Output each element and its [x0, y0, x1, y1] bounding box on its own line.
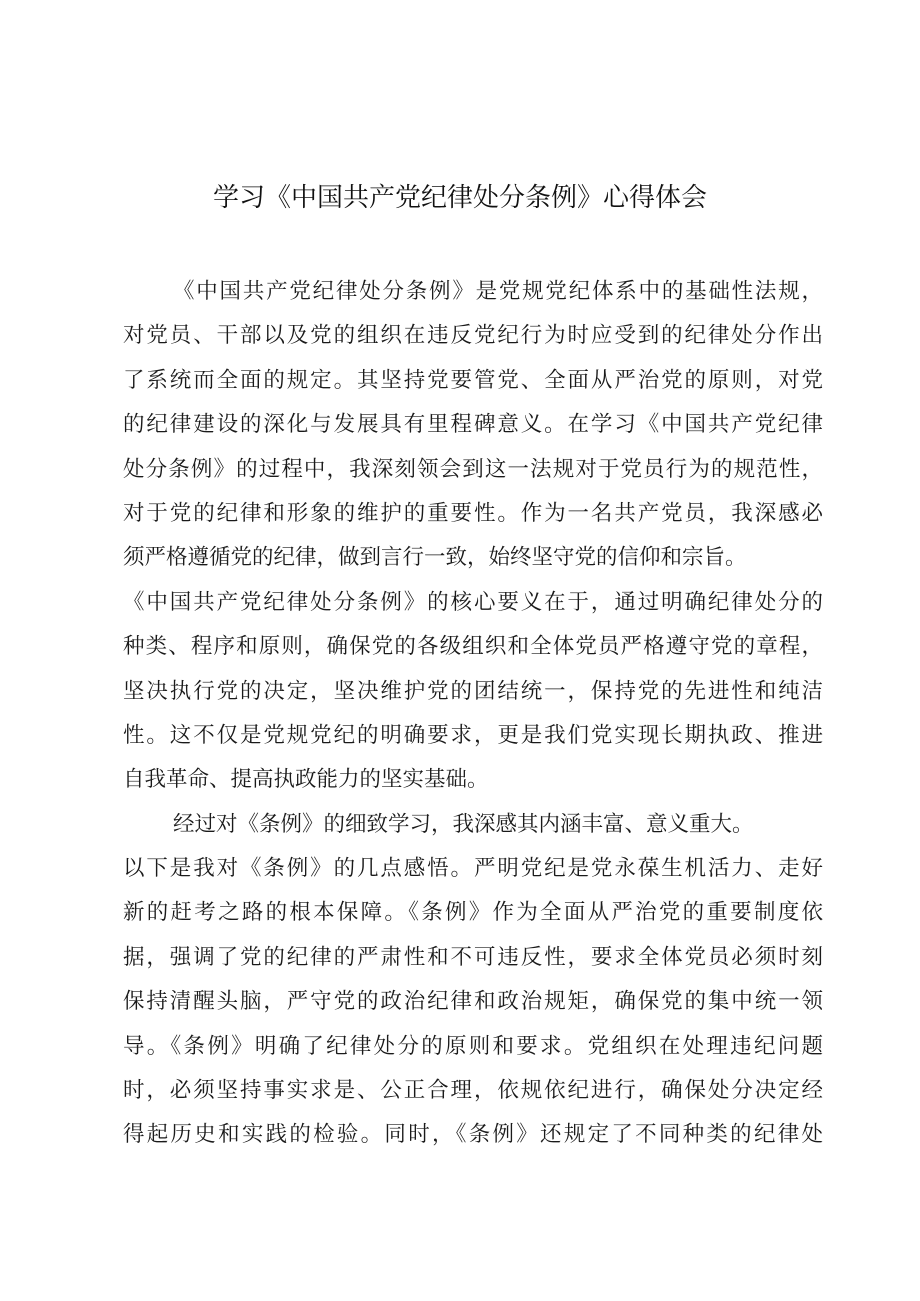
paragraph-line: 处分条例》的过程中，我深刻领会到这一法规对于党员行为的规范性，	[123, 456, 823, 482]
paragraph-line: 须严格遵循党的纪律，做到言行一致，始终坚守党的信仰和宗旨。	[123, 545, 747, 571]
document-body	[123, 270, 823, 1158]
paragraph-line: 据，强调了党的纪律的严肃性和不可违反性，要求全体党员必须时刻	[123, 944, 823, 970]
paragraph-line: 得起历史和实践的检验。同时，《条例》还规定了不同种类的纪律处	[123, 1122, 823, 1148]
paragraph-line: 了系统而全面的规定。其坚持党要管党、全面从严治党的原则，对党	[123, 367, 823, 393]
paragraph-line: 导。《条例》明确了纪律处分的原则和要求。党组织在处理违纪问题	[123, 1033, 823, 1059]
paragraph-line: 的纪律建设的深化与发展具有里程碑意义。在学习《中国共产党纪律	[123, 412, 823, 438]
paragraph-line: 时，必须坚持事实求是、公正合理，依规依纪进行，确保处分决定经	[123, 1078, 823, 1104]
paragraph-line: 自我革命、提高执政能力的坚实基础。	[123, 767, 489, 793]
paragraph-line: 对党员、干部以及党的组织在违反党纪行为时应受到的纪律处分作出	[123, 323, 823, 349]
paragraph-line: 《中国共产党纪律处分条例》的核心要义在于，通过明确纪律处分的	[123, 589, 823, 615]
paragraph-line: 经过对《条例》的细致学习，我深感其内涵丰富、意义重大。	[173, 811, 754, 837]
paragraph-line: 保持清醒头脑，严守党的政治纪律和政治规矩，确保党的集中统一领	[123, 989, 823, 1015]
paragraph-line: 性。这不仅是党规党纪的明确要求，更是我们党实现长期执政、推进	[123, 722, 823, 748]
paragraph-line: 《中国共产党纪律处分条例》是党规党纪体系中的基础性法规，	[173, 279, 823, 304]
paragraph-line: 种类、程序和原则，确保党的各级组织和全体党员严格遵守党的章程，	[123, 634, 823, 660]
paragraph-line: 以下是我对《条例》的几点感悟。严明党纪是党永葆生机活力、走好	[123, 856, 823, 882]
paragraph-line: 对于党的纪律和形象的维护的重要性。作为一名共产党员，我深感必	[123, 500, 823, 526]
document-title: 学习《中国共产党纪律处分条例》心得体会	[212, 183, 707, 213]
paragraph-line: 新的赶考之路的根本保障。《条例》作为全面从严治党的重要制度依	[123, 900, 823, 926]
paragraph-line: 坚决执行党的决定，坚决维护党的团结统一，保持党的先进性和纯洁	[123, 678, 823, 704]
